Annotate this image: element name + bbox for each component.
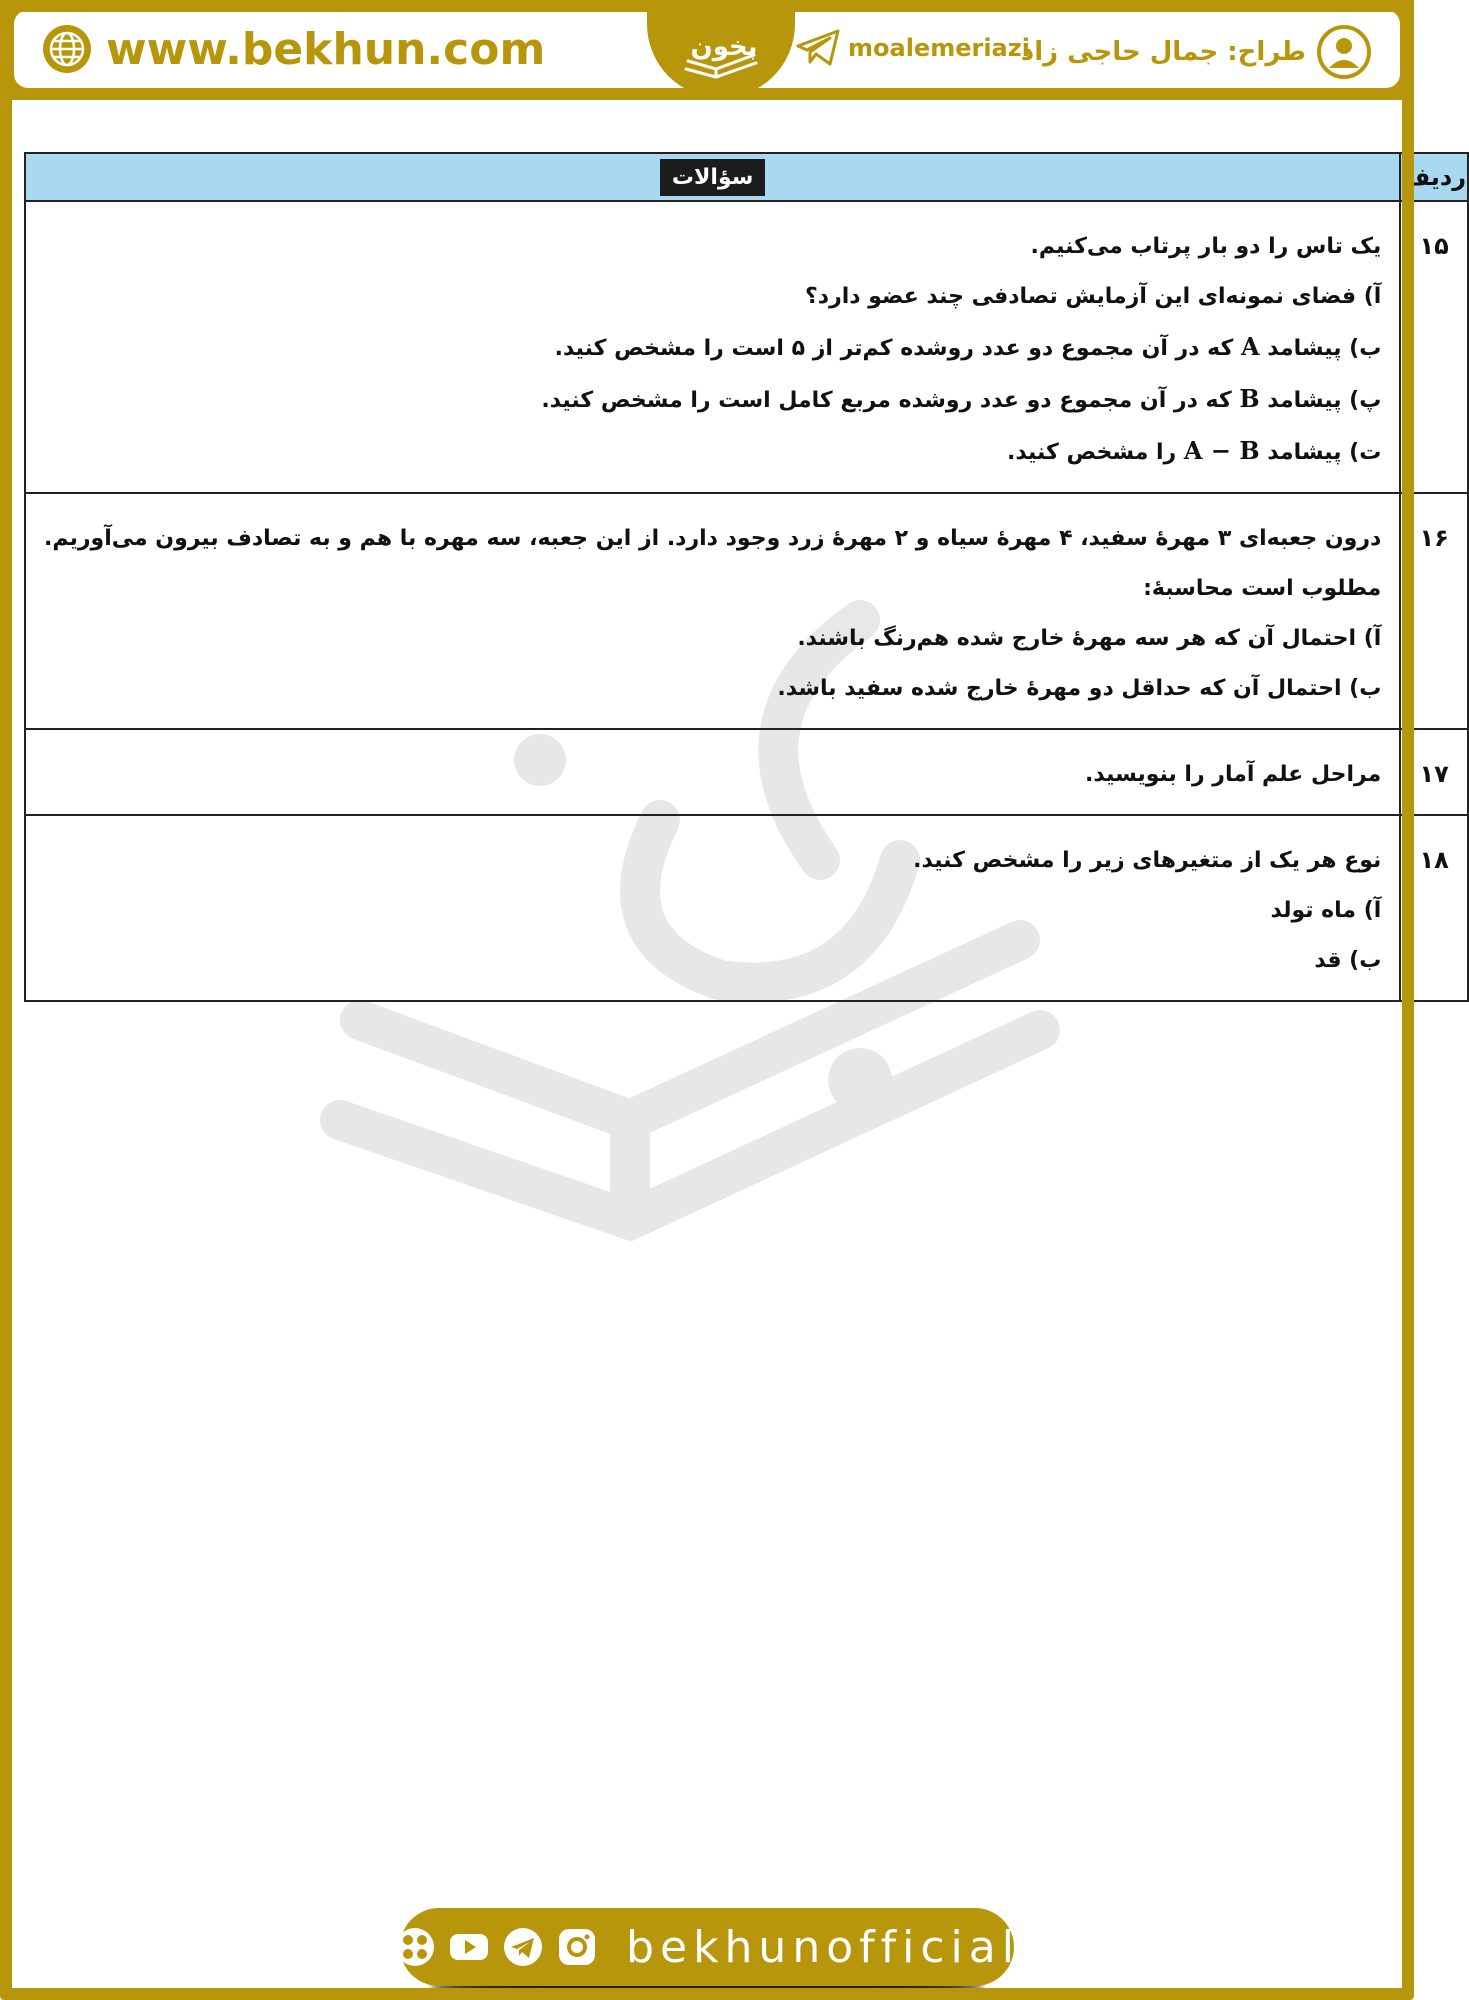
question-line: آ) احتمال آن که هر سه مهرهٔ خارج شده هم‌رنگ باشند.: [797, 626, 1382, 651]
telegram-icon[interactable]: [502, 1926, 544, 1968]
table-row: [25, 729, 1468, 815]
question-line: [44, 426, 1381, 478]
question-line: [44, 322, 1381, 374]
questions-column-header: [25, 153, 1400, 201]
question-cell: [25, 729, 1400, 815]
line-text: را مشخص کنید.: [1006, 440, 1184, 465]
book-logo-icon: [676, 19, 766, 89]
designer-name: طراح: جمال حاجی زاد: [1020, 37, 1306, 67]
footer-social-bar: [400, 1908, 1020, 1986]
header-inner: [14, 10, 1400, 88]
aparat-icon[interactable]: [394, 1926, 436, 1968]
instagram-icon[interactable]: [556, 1926, 598, 1968]
table-row: [25, 493, 1468, 729]
questions-header-label: سؤالات: [660, 159, 765, 196]
question-line: [44, 374, 1381, 426]
logo-text: بخون: [690, 32, 758, 62]
logo-badge: [647, 10, 795, 98]
line-text: ب) پیشامد: [1259, 336, 1382, 361]
row-number: ۱۶: [1400, 493, 1468, 729]
row-column-header: ردیف: [1400, 153, 1468, 201]
question-line: نوع هر یک از متغیرهای زیر را مشخص کنید.: [913, 848, 1382, 873]
table-header-row: [25, 153, 1468, 201]
line-text: پ) پیشامد: [1259, 388, 1382, 413]
telegram-link[interactable]: [794, 28, 1030, 68]
question-line: مطلوب است محاسبهٔ:: [1143, 576, 1382, 601]
question-line: یک تاس را دو بار پرتاب می‌کنیم.: [1030, 234, 1382, 259]
math-symbol: A − B: [1183, 436, 1260, 465]
question-line: ب) قد: [1314, 948, 1382, 973]
line-text: که در آن مجموع دو عدد روشده کم‌تر از ۵ است را مشخص کنید.: [554, 336, 1241, 361]
row-number: ۱۷: [1400, 729, 1468, 815]
question-line: آ) ماه تولد: [1270, 898, 1382, 923]
table-row: [25, 201, 1468, 493]
globe-icon: [40, 22, 94, 76]
question-line: درون جعبه‌ای ۳ مهرهٔ سفید، ۴ مهرهٔ سیاه و ۲ مهرهٔ زرد وجود دارد. از این جعبه، سه مهره با هم و به تصادف بیرون می‌آوریم.: [44, 526, 1382, 551]
question-line: ب) احتمال آن که حداقل دو مهرهٔ خارج شده سفید باشد.: [777, 676, 1382, 701]
telegram-icon: [794, 28, 842, 68]
question-line: آ) فضای نمونه‌ای این آزمایش تصادفی چند عضو دارد؟: [805, 284, 1382, 309]
table-row: [25, 815, 1468, 1001]
line-text: که در آن مجموع دو عدد روشده مربع کامل است را مشخص کنید.: [541, 388, 1240, 413]
question-cell: [25, 493, 1400, 729]
question-line: مراحل علم آمار را بنویسید.: [1085, 762, 1382, 787]
youtube-icon[interactable]: [448, 1926, 490, 1968]
math-symbol: A: [1240, 332, 1260, 361]
question-cell: [25, 201, 1400, 493]
row-number: ۱۸: [1400, 815, 1468, 1001]
site-link[interactable]: [40, 22, 545, 76]
row-number: ۱۵: [1400, 201, 1468, 493]
question-cell: [25, 815, 1400, 1001]
user-avatar-icon: [1316, 24, 1372, 80]
site-url: www.bekhun.com: [106, 23, 546, 75]
line-text: ت) پیشامد: [1259, 440, 1382, 465]
designer-credit: [1021, 24, 1372, 80]
questions-table: [24, 152, 1469, 1002]
math-symbol: B: [1239, 384, 1260, 413]
social-handle[interactable]: bekhunofficial: [626, 1921, 1020, 1973]
telegram-handle: moalemeriazi: [848, 34, 1030, 62]
header-bar: [0, 0, 1414, 100]
